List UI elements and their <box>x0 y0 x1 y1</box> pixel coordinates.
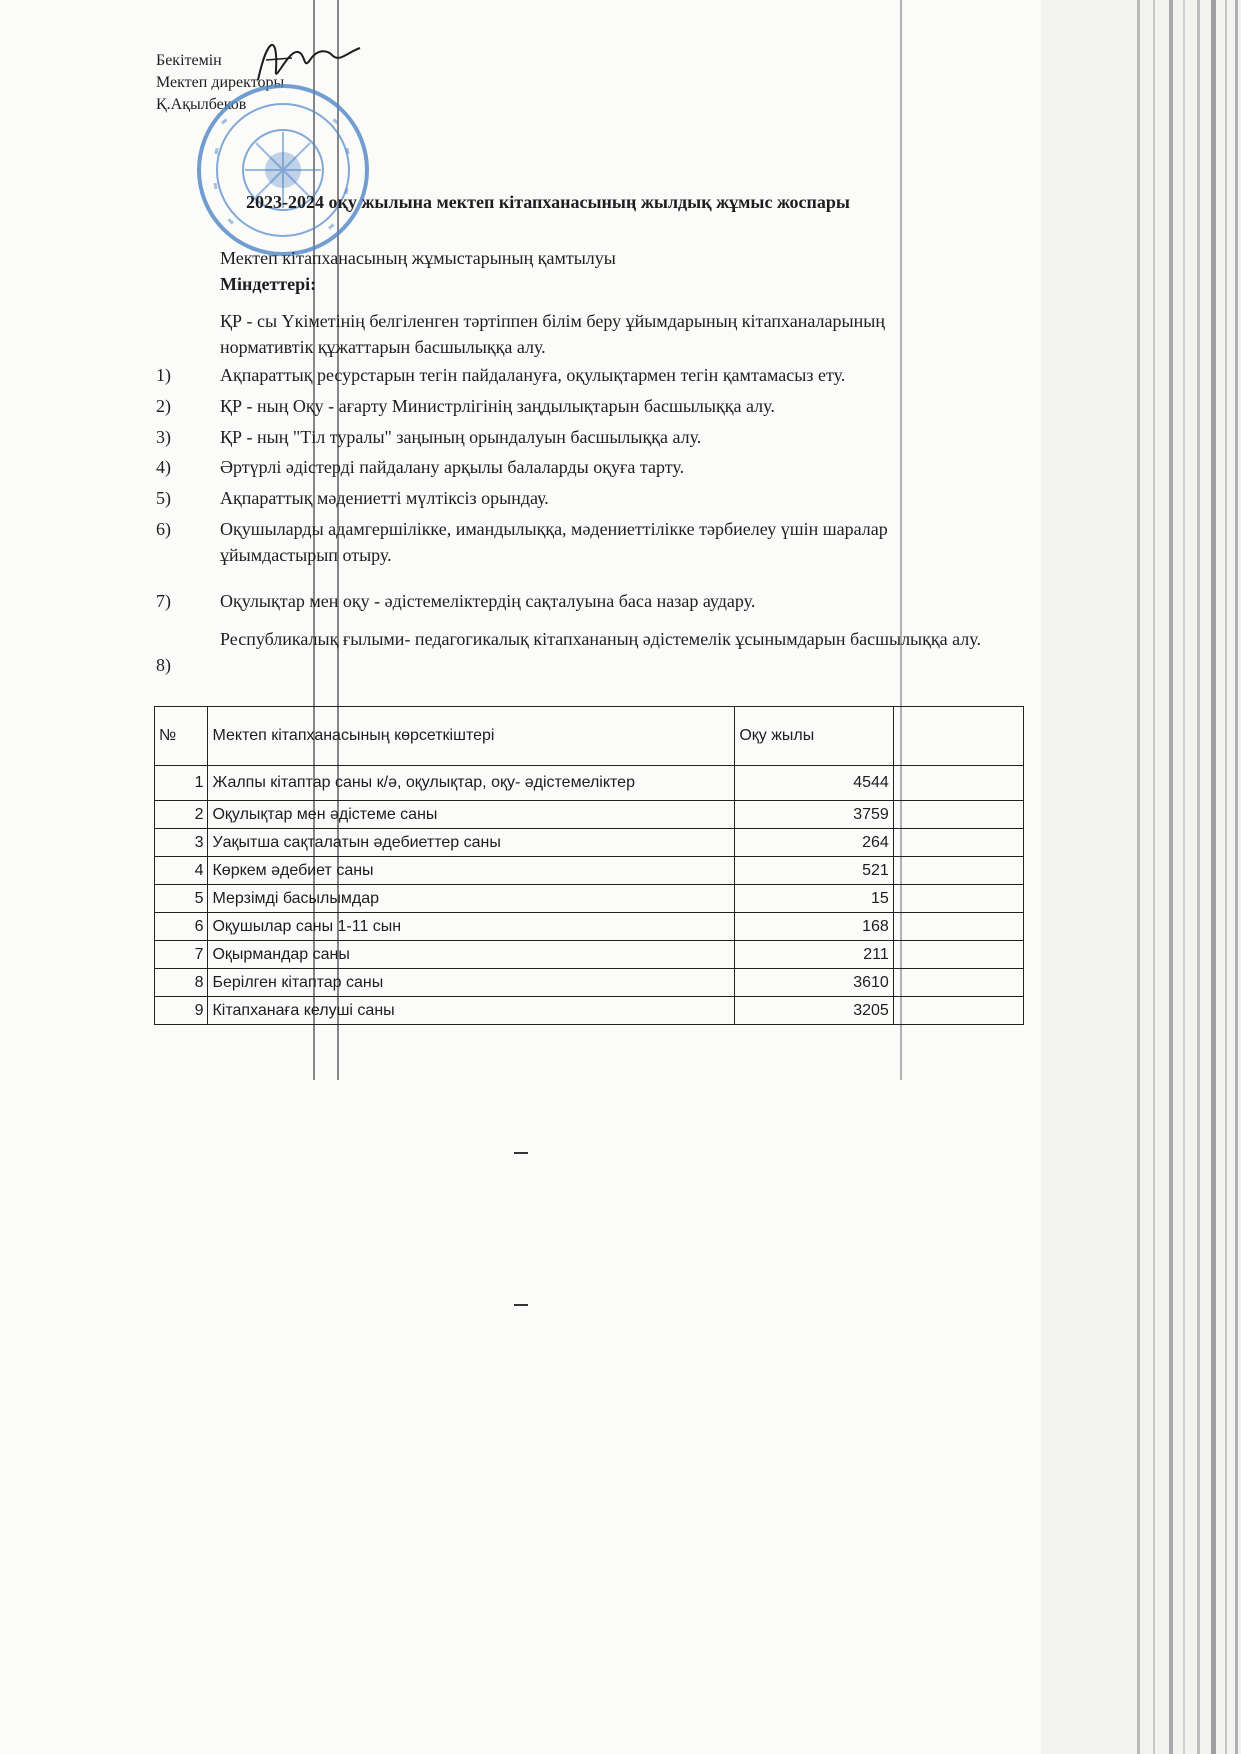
task-text: Ақпараттық мәдениетті мүлтіксіз орындау. <box>220 488 549 508</box>
approval-line-position: Мектеп директоры <box>156 74 285 91</box>
row-empty <box>893 829 1023 857</box>
header-academic-year: Оқу жылы <box>735 707 893 766</box>
row-empty <box>893 857 1023 885</box>
row-number: 7 <box>155 941 208 969</box>
row-empty <box>893 801 1023 829</box>
row-indicator: Берілген кітаптар саны <box>208 969 735 997</box>
row-value: 264 <box>735 829 893 857</box>
row-indicator: Жалпы кітаптар саны к/ә, оқулықтар, оқу- әдістемеліктер <box>208 766 735 801</box>
row-number: 8 <box>155 969 208 997</box>
row-indicator: Оқырмандар саны <box>208 941 735 969</box>
tasks-intro: ҚР - сы Үкіметінің белгіленген тәртіппен білім беру ұйымдарының кітапханаларының нормативтік құжаттарын басшылыққа алу. <box>220 311 885 357</box>
task-number: 4) <box>156 457 171 477</box>
row-empty <box>893 766 1023 801</box>
row-value: 211 <box>735 941 893 969</box>
scan-edge-artifact <box>1041 0 1241 1754</box>
row-value: 3610 <box>735 969 893 997</box>
row-number: 1 <box>155 766 208 801</box>
row-indicator: Кітапханаға келуші саны <box>208 997 735 1025</box>
table-row <box>155 913 1024 941</box>
table-row <box>155 857 1024 885</box>
row-value: 4544 <box>735 766 893 801</box>
library-indicators-table <box>154 706 1024 1025</box>
row-value: 15 <box>735 885 893 913</box>
table-row <box>155 941 1024 969</box>
row-empty <box>893 997 1023 1025</box>
row-indicator: Көркем әдебиет саны <box>208 857 735 885</box>
row-indicator: Оқушылар саны 1-11 сын <box>208 913 735 941</box>
table-header-row <box>155 707 1024 766</box>
document-subtitle: Мектеп кітапханасының жұмыстарының қамтылуы <box>220 248 616 268</box>
document-title: 2023-2024 оқу жылына мектеп кітапханасының жылдық жұмыс жоспары <box>246 192 850 212</box>
table-row <box>155 801 1024 829</box>
school-seal-stamp <box>193 80 373 260</box>
table-row <box>155 997 1024 1025</box>
row-indicator: Оқулықтар мен әдістеме саны <box>208 801 735 829</box>
director-signature <box>248 30 368 90</box>
row-number: 4 <box>155 857 208 885</box>
task-text: Ақпараттық ресурстарын тегін пайдалануға, оқулықтармен тегін қамтамасыз ету. <box>220 365 846 385</box>
row-value: 3205 <box>735 997 893 1025</box>
table-row <box>155 766 1024 801</box>
approval-line-name: Қ.Ақылбеков <box>156 96 247 113</box>
task-text: Әртүрлі әдістерді пайдалану арқылы балаларды оқуға тарту. <box>220 457 685 477</box>
task-text: Республикалық ғылыми- педагогикалық кітапхананың әдістемелік ұсынымдарын басшылыққа алу. <box>220 629 981 649</box>
row-empty <box>893 913 1023 941</box>
task-number: 1) <box>156 365 171 385</box>
tasks-heading: Міндеттері: <box>220 274 317 294</box>
task-text: ҚР - ның "Тіл туралы" заңының орындалуын басшылыққа алу. <box>220 427 702 447</box>
row-empty <box>893 885 1023 913</box>
task-number: 5) <box>156 488 171 508</box>
row-indicator: Уақытша сақталатын әдебиеттер саны <box>208 829 735 857</box>
row-value: 3759 <box>735 801 893 829</box>
row-empty <box>893 941 1023 969</box>
task-number: 6) <box>156 519 171 539</box>
table-row <box>155 885 1024 913</box>
row-value: 521 <box>735 857 893 885</box>
row-indicator: Мерзімді басылымдар <box>208 885 735 913</box>
task-number: 2) <box>156 396 171 416</box>
task-text: Оқулықтар мен оқу - әдістемеліктердің сақталуына баса назар аудару. <box>220 591 756 611</box>
row-number: 6 <box>155 913 208 941</box>
row-number: 9 <box>155 997 208 1025</box>
task-number: 3) <box>156 427 171 447</box>
task-text: Оқушыларды адамгершілікке, имандылыққа, мәдениеттілікке тәрбиелеу үшін шаралар ұйымдастырып отыру. <box>220 519 974 565</box>
task-number: 7) <box>156 591 171 611</box>
scan-mark <box>514 1152 528 1154</box>
scan-mark <box>514 1304 528 1306</box>
table-row <box>155 969 1024 997</box>
row-number: 3 <box>155 829 208 857</box>
header-number: № <box>155 707 208 766</box>
header-indicator: Мектеп кітапханасының көрсеткіштері <box>208 707 735 766</box>
row-number: 5 <box>155 885 208 913</box>
row-value: 168 <box>735 913 893 941</box>
table-row <box>155 829 1024 857</box>
approval-line-approve: Бекітемін <box>156 52 222 69</box>
task-text: ҚР - ның Оқу - ағарту Министрлігінің заңдылықтарын басшылыққа алу. <box>220 396 775 416</box>
row-number: 2 <box>155 801 208 829</box>
row-empty <box>893 969 1023 997</box>
header-empty <box>893 707 1023 766</box>
task-number: 8) <box>156 655 171 675</box>
